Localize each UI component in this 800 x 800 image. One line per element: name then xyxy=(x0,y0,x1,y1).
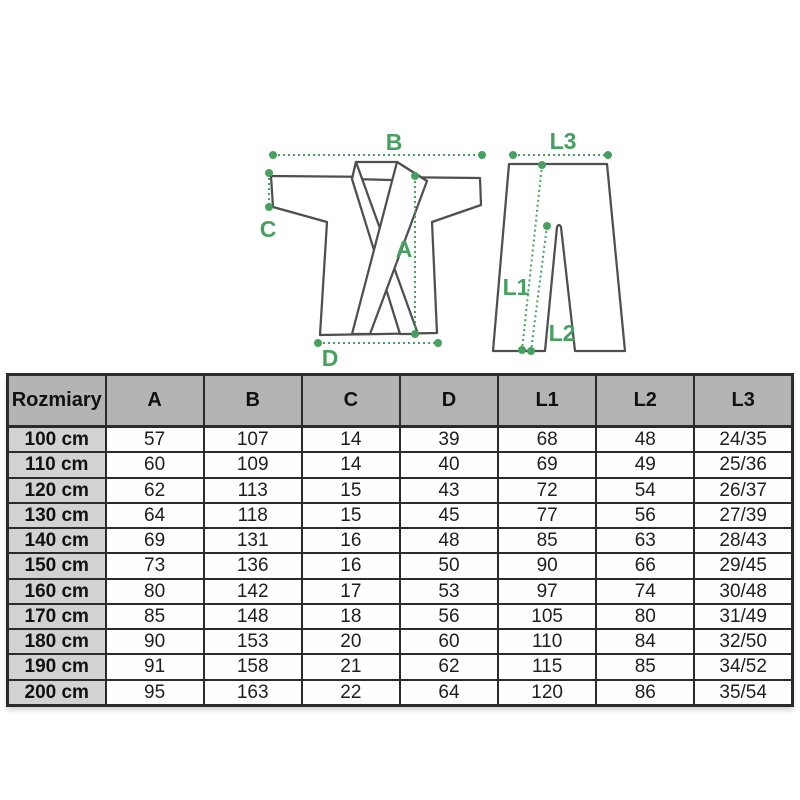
size-cell: 130 cm xyxy=(8,503,106,528)
value-cell: 148 xyxy=(204,604,302,629)
column-header-rozmiary: Rozmiary xyxy=(8,375,106,427)
value-cell: 136 xyxy=(204,553,302,578)
value-cell: 56 xyxy=(400,604,498,629)
value-cell: 16 xyxy=(302,553,400,578)
table-row xyxy=(8,654,793,679)
table-row xyxy=(8,427,793,453)
size-table-header xyxy=(8,375,793,427)
value-cell: 30/48 xyxy=(694,579,792,604)
value-cell: 35/54 xyxy=(694,680,792,706)
table-row xyxy=(8,503,793,528)
size-cell: 160 cm xyxy=(8,579,106,604)
value-cell: 57 xyxy=(106,427,204,453)
value-cell: 49 xyxy=(596,452,694,477)
value-cell: 16 xyxy=(302,528,400,553)
value-cell: 95 xyxy=(106,680,204,706)
value-cell: 63 xyxy=(596,528,694,553)
value-cell: 113 xyxy=(204,478,302,503)
column-header-l3: L3 xyxy=(694,375,792,427)
value-cell: 53 xyxy=(400,579,498,604)
column-header-c: C xyxy=(302,375,400,427)
label-c: C xyxy=(259,216,277,242)
value-cell: 153 xyxy=(204,629,302,654)
value-cell: 91 xyxy=(106,654,204,679)
value-cell: 77 xyxy=(498,503,596,528)
size-table xyxy=(6,373,794,707)
value-cell: 109 xyxy=(204,452,302,477)
value-cell: 39 xyxy=(400,427,498,453)
column-header-d: D xyxy=(400,375,498,427)
value-cell: 60 xyxy=(400,629,498,654)
table-row xyxy=(8,478,793,503)
value-cell: 54 xyxy=(596,478,694,503)
value-cell: 27/39 xyxy=(694,503,792,528)
value-cell: 163 xyxy=(204,680,302,706)
label-a: A xyxy=(395,236,413,262)
value-cell: 118 xyxy=(204,503,302,528)
size-cell: 140 cm xyxy=(8,528,106,553)
value-cell: 84 xyxy=(596,629,694,654)
value-cell: 80 xyxy=(596,604,694,629)
value-cell: 31/49 xyxy=(694,604,792,629)
value-cell: 72 xyxy=(498,478,596,503)
size-cell: 150 cm xyxy=(8,553,106,578)
value-cell: 85 xyxy=(498,528,596,553)
value-cell: 90 xyxy=(498,553,596,578)
value-cell: 32/50 xyxy=(694,629,792,654)
column-header-a: A xyxy=(106,375,204,427)
table-row xyxy=(8,680,793,706)
value-cell: 142 xyxy=(204,579,302,604)
size-cell: 200 cm xyxy=(8,680,106,706)
value-cell: 85 xyxy=(596,654,694,679)
value-cell: 80 xyxy=(106,579,204,604)
value-cell: 158 xyxy=(204,654,302,679)
column-header-l2: L2 xyxy=(596,375,694,427)
value-cell: 15 xyxy=(302,478,400,503)
table-row xyxy=(8,528,793,553)
label-l3: L3 xyxy=(549,128,577,154)
value-cell: 24/35 xyxy=(694,427,792,453)
column-header-l1: L1 xyxy=(498,375,596,427)
table-row xyxy=(8,604,793,629)
value-cell: 50 xyxy=(400,553,498,578)
value-cell: 25/36 xyxy=(694,452,792,477)
value-cell: 90 xyxy=(106,629,204,654)
value-cell: 29/45 xyxy=(694,553,792,578)
value-cell: 107 xyxy=(204,427,302,453)
value-cell: 34/52 xyxy=(694,654,792,679)
value-cell: 110 xyxy=(498,629,596,654)
value-cell: 40 xyxy=(400,452,498,477)
table-row xyxy=(8,579,793,604)
value-cell: 66 xyxy=(596,553,694,578)
value-cell: 85 xyxy=(106,604,204,629)
value-cell: 26/37 xyxy=(694,478,792,503)
value-cell: 21 xyxy=(302,654,400,679)
value-cell: 14 xyxy=(302,427,400,453)
value-cell: 69 xyxy=(498,452,596,477)
value-cell: 73 xyxy=(106,553,204,578)
value-cell: 74 xyxy=(596,579,694,604)
size-cell: 170 cm xyxy=(8,604,106,629)
value-cell: 86 xyxy=(596,680,694,706)
size-cell: 110 cm xyxy=(8,452,106,477)
value-cell: 48 xyxy=(400,528,498,553)
table-row xyxy=(8,452,793,477)
value-cell: 115 xyxy=(498,654,596,679)
value-cell: 62 xyxy=(106,478,204,503)
value-cell: 28/43 xyxy=(694,528,792,553)
table-row xyxy=(8,553,793,578)
value-cell: 14 xyxy=(302,452,400,477)
value-cell: 69 xyxy=(106,528,204,553)
value-cell: 68 xyxy=(498,427,596,453)
value-cell: 48 xyxy=(596,427,694,453)
value-cell: 131 xyxy=(204,528,302,553)
label-l2: L2 xyxy=(548,320,576,346)
value-cell: 15 xyxy=(302,503,400,528)
size-table-body xyxy=(8,427,793,706)
table-row xyxy=(8,629,793,654)
value-cell: 56 xyxy=(596,503,694,528)
label-d: D xyxy=(321,345,339,371)
size-cell: 120 cm xyxy=(8,478,106,503)
size-cell: 190 cm xyxy=(8,654,106,679)
value-cell: 17 xyxy=(302,579,400,604)
header-row xyxy=(8,375,793,427)
size-cell: 100 cm xyxy=(8,427,106,453)
jacket-drawing xyxy=(271,162,481,335)
value-cell: 62 xyxy=(400,654,498,679)
value-cell: 97 xyxy=(498,579,596,604)
value-cell: 105 xyxy=(498,604,596,629)
value-cell: 45 xyxy=(400,503,498,528)
value-cell: 60 xyxy=(106,452,204,477)
measurement-diagram xyxy=(0,0,800,372)
label-l1: L1 xyxy=(502,274,530,300)
label-b: B xyxy=(385,129,403,155)
value-cell: 22 xyxy=(302,680,400,706)
column-header-b: B xyxy=(204,375,302,427)
value-cell: 64 xyxy=(106,503,204,528)
value-cell: 43 xyxy=(400,478,498,503)
value-cell: 64 xyxy=(400,680,498,706)
value-cell: 120 xyxy=(498,680,596,706)
size-cell: 180 cm xyxy=(8,629,106,654)
value-cell: 20 xyxy=(302,629,400,654)
value-cell: 18 xyxy=(302,604,400,629)
